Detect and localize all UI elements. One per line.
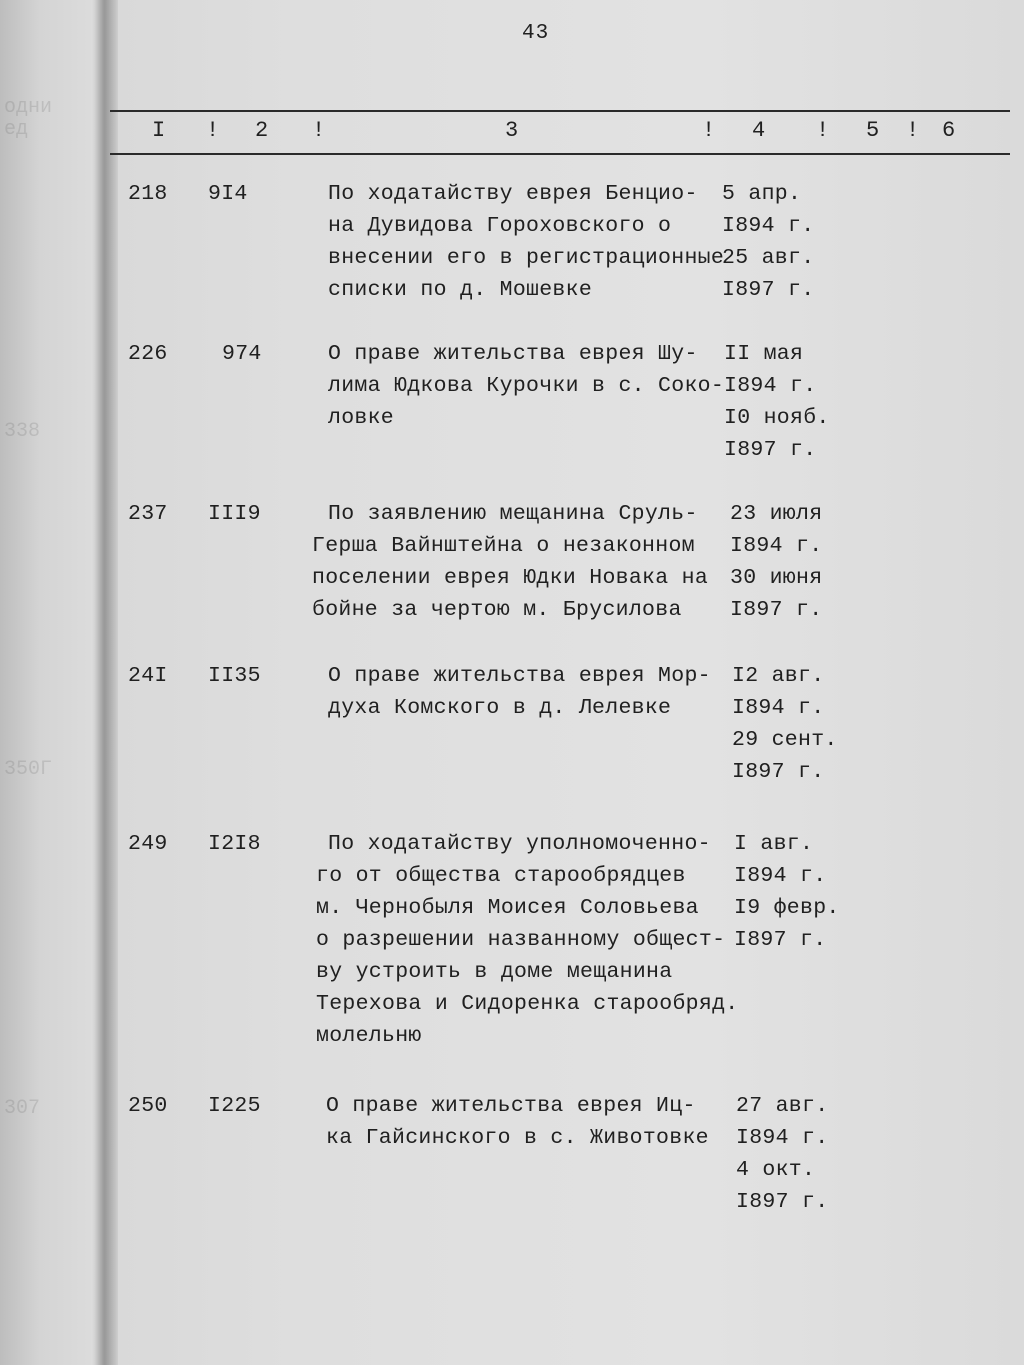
- date-line: 5 апр.: [722, 182, 802, 206]
- entry-description: [326, 1090, 736, 1154]
- date-line: 29 сент.: [732, 728, 838, 752]
- bleed-through-text: 307: [4, 1097, 41, 1120]
- description-line: По ходатайству уполномоченно-: [328, 832, 711, 856]
- date-line: I897 г.: [732, 760, 825, 784]
- bleed-through-text: 350Г: [4, 758, 53, 781]
- column-separator: !: [816, 118, 830, 143]
- column-separator: !: [206, 118, 220, 143]
- date-line: I0 нояб.: [724, 406, 830, 430]
- entry-dates: [736, 1090, 828, 1218]
- entry-description: [316, 828, 756, 1052]
- bleed-through-text: ед: [4, 118, 29, 141]
- description-line: списки по д. Мошевке: [328, 278, 593, 302]
- entry-description: [328, 660, 738, 724]
- date-line: 4 окт.: [736, 1158, 816, 1182]
- page-number: 43: [522, 22, 550, 45]
- entry-dates: [724, 338, 830, 466]
- page-fold-shadow: [92, 0, 118, 1365]
- description-line: м. Чернобыля Моисея Соловьева: [316, 896, 699, 920]
- case-number: 9I4: [208, 182, 248, 206]
- entry-description: [328, 338, 738, 434]
- description-line: на Дувидова Гороховского о: [328, 214, 672, 238]
- description-line: духа Комского в д. Лелевке: [328, 696, 672, 720]
- date-line: 30 июня: [730, 566, 823, 590]
- description-line: о разрешении названному общест-: [316, 928, 726, 952]
- description-line: По ходатайству еврея Бенцио-: [328, 182, 698, 206]
- column-header-6: 6: [942, 118, 956, 143]
- column-separator: !: [702, 118, 716, 143]
- date-line: I897 г.: [722, 278, 815, 302]
- description-line: Герша Вайнштейна о незаконном: [312, 534, 695, 558]
- case-number: II35: [208, 664, 261, 688]
- entry-dates: [732, 660, 838, 788]
- column-header-1: I: [152, 118, 166, 143]
- date-line: I2 авг.: [732, 664, 825, 688]
- date-line: I894 г.: [724, 374, 817, 398]
- header-bottom-rule: [110, 153, 1010, 155]
- date-line: I897 г.: [724, 438, 817, 462]
- description-line: Терехова и Сидоренка старообряд.: [316, 992, 739, 1016]
- entry-number: 226: [128, 342, 168, 366]
- description-line: О праве жительства еврея Иц-: [326, 1094, 696, 1118]
- date-line: I897 г.: [734, 928, 827, 952]
- bleed-through-text: 338: [4, 420, 41, 443]
- header-top-rule: [110, 110, 1010, 112]
- entry-number: 218: [128, 182, 168, 206]
- description-line: По заявлению мещанина Сруль-: [328, 502, 698, 526]
- description-line: О праве жительства еврея Мор-: [328, 664, 711, 688]
- date-line: I894 г.: [722, 214, 815, 238]
- date-line: I894 г.: [736, 1126, 829, 1150]
- date-line: I9 февр.: [734, 896, 840, 920]
- description-line: го от общества старообрядцев: [316, 864, 686, 888]
- entry-dates: [722, 178, 814, 306]
- description-line: бойне за чертою м. Брусилова: [312, 598, 682, 622]
- description-line: поселении еврея Юдки Новака на: [312, 566, 709, 590]
- date-line: I авг.: [734, 832, 814, 856]
- date-line: I894 г.: [730, 534, 823, 558]
- column-header-3: 3: [505, 118, 519, 143]
- case-number: III9: [208, 502, 261, 526]
- entry-dates: [730, 498, 822, 626]
- entry-description: [328, 178, 738, 306]
- column-header-row: [0, 118, 1024, 148]
- entry-number: 250: [128, 1094, 168, 1118]
- entry-description: [312, 498, 722, 626]
- bleed-through-text: одни: [4, 96, 53, 119]
- column-separator: !: [906, 118, 920, 143]
- description-line: внесении его в регистрационные: [328, 246, 725, 270]
- description-line: ву устроить в доме мещанина: [316, 960, 673, 984]
- date-line: I894 г.: [732, 696, 825, 720]
- date-line: 27 авг.: [736, 1094, 829, 1118]
- column-separator: !: [312, 118, 326, 143]
- description-line: ловке: [328, 406, 395, 430]
- description-line: лима Юдкова Курочки в с. Соко-: [328, 374, 725, 398]
- date-line: II мая: [724, 342, 804, 366]
- description-line: О праве жительства еврея Шу-: [328, 342, 698, 366]
- case-number: I225: [208, 1094, 261, 1118]
- case-number: 974: [222, 342, 262, 366]
- date-line: I894 г.: [734, 864, 827, 888]
- entry-number: 237: [128, 502, 168, 526]
- entry-dates: [734, 828, 840, 956]
- date-line: I897 г.: [730, 598, 823, 622]
- column-header-4: 4: [752, 118, 766, 143]
- entry-number: 249: [128, 832, 168, 856]
- description-line: ка Гайсинского в с. Животовке: [326, 1126, 709, 1150]
- date-line: 25 авг.: [722, 246, 815, 270]
- date-line: I897 г.: [736, 1190, 829, 1214]
- entry-number: 24I: [128, 664, 168, 688]
- description-line: молельню: [316, 1024, 422, 1048]
- case-number: I2I8: [208, 832, 261, 856]
- date-line: 23 июля: [730, 502, 823, 526]
- column-header-2: 2: [255, 118, 269, 143]
- column-header-5: 5: [866, 118, 880, 143]
